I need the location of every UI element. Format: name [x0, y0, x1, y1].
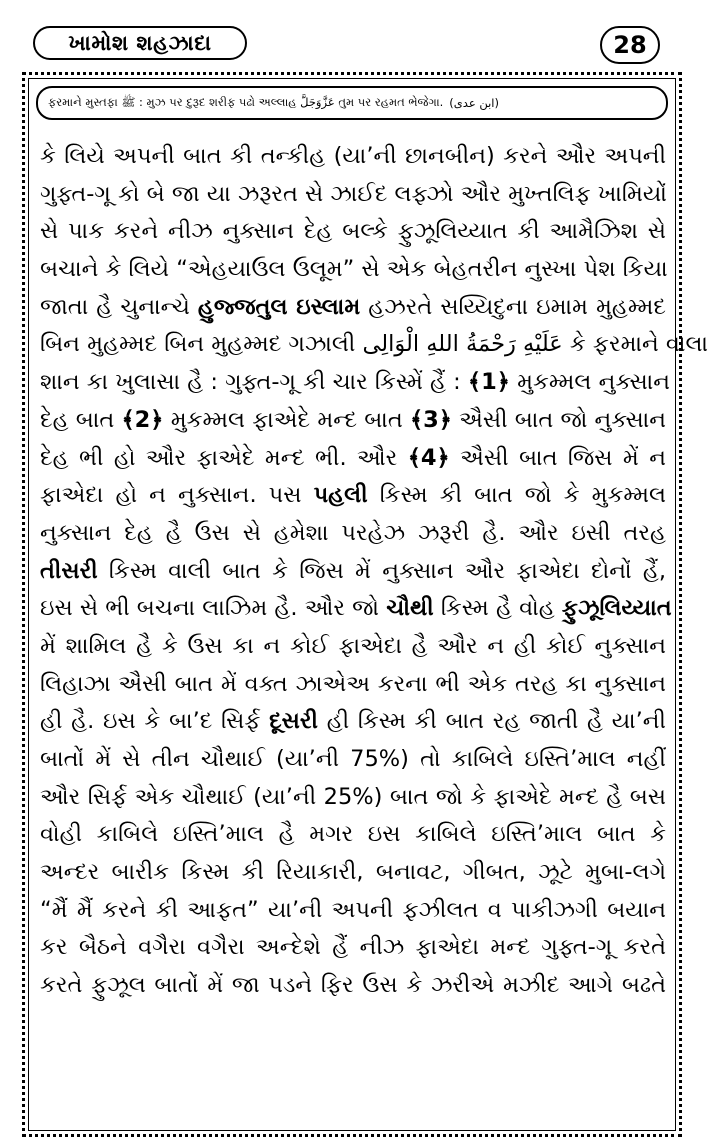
- text-line: [40, 628, 666, 666]
- text-line: [40, 251, 666, 289]
- hadith-banner: [36, 86, 668, 120]
- page-header: [0, 0, 704, 70]
- bold-term: ﴾3﴿: [409, 406, 452, 433]
- text-segment: શાન કા ખુલાસા હૈ : ગુફ્ત-ગૂ કી ચાર કિસ્મેં હૈં :: [40, 369, 468, 396]
- bold-term: તીસરી: [40, 557, 98, 584]
- text-line: [40, 138, 666, 176]
- text-segment: હી હૈ. ઇસ કે બા’દ સિર્ફ: [40, 708, 270, 735]
- text-segment: ઐસી બાત જો નુક્સાન: [451, 406, 666, 433]
- text-segment: ઔર સિર્ફ એક ચૌથાઈ (યા’ની 25%) બાત જો કે ફાએદે મન્દ હૈ બસ: [40, 783, 666, 810]
- text-segment: કે લિયે અપની બાત કી તન્કીહ (યા’ની છાનબીન) કરને ઔર અપની: [40, 143, 666, 169]
- text-line: [40, 779, 666, 817]
- text-line: [40, 440, 666, 478]
- text-segment: બિન મુહમ્મદ બિન મુહમ્મદ ગઝાલી عَلَيْهِ رَحْمَةُ اللهِ الْوَالِى કે ફરમાને વાલા: [40, 331, 708, 358]
- text-segment: કરતે ફુઝૂલ બાતોં મેં જા પડને ફિર ઉસ કે ઝરીએ મઝીદ આગે બઢતે: [40, 972, 666, 999]
- text-segment: મુકમ્મલ નુક્સાન: [509, 369, 671, 396]
- text-line: [40, 590, 672, 628]
- text-line: [40, 967, 666, 1005]
- text-line: [40, 364, 671, 402]
- text-segment: ગુફ્ત-ગૂ કો બે જા યા ઝરૂરત સે ઝાઈદ લફ્ઝો ઔર મુખ્તલિફ ખામિયોં: [40, 180, 667, 207]
- text-segment: હી કિસ્મ કી બાત રહ જાતી હૈ યા’ની: [317, 708, 666, 735]
- text-segment: ઇસ સે ભી બચના લાઝિમ હૈ. ઔર જો: [40, 595, 387, 622]
- text-line: [40, 816, 666, 854]
- text-line: [40, 289, 666, 327]
- book-title: ખામોશ શહઝાદા: [33, 26, 247, 60]
- bold-term: દૂસરી: [269, 708, 318, 735]
- text-line: [40, 515, 666, 553]
- text-segment: વોહી કાબિલે ઇસ્તિ’માલ હૈ મગર ઇસ કાબિલે ઇસ્તિ’માલ બાત કે: [40, 821, 666, 848]
- hadith-text: ફરમાને મુસ્તફા ﷺ : મુઝ પર દુરૂદ શરીફ પઢો અલ્લાહ عَزَّوَجَلَّ તુમ પર રહમત ભેજેગા.: [48, 94, 444, 109]
- text-segment: જાતા હૈ ચુનાન્ચે: [40, 293, 198, 320]
- text-segment: દેહ ભી હો ઔર ફાએદે મન્દ ભી. ઔર: [40, 444, 408, 471]
- text-segment: કર બૈઠને વગૈરા વગૈરા અન્દેશે હૈં નીઝ ફાએદા મન્દ ગુફ્ત-ગૂ કરતે: [40, 934, 666, 961]
- text-segment: લિહાઝા ઐસી બાત મેં વક્ત ઝાએઅ કરના ભી એક તરહ કા નુક્સાન: [40, 670, 666, 697]
- text-segment: કિસ્મ કી બાત જો કે મુકમ્મલ: [367, 482, 667, 509]
- text-segment: ફાએદા હો ન નુક્સાન. પસ: [40, 482, 314, 509]
- bold-term: ﴾2﴿: [121, 406, 164, 433]
- text-segment: કિસ્મ હૈ વોહ: [433, 595, 562, 622]
- text-line: [40, 892, 666, 930]
- bold-term: હુજ્જતુલ ઇસ્લામ: [197, 293, 361, 320]
- page-number: 28: [600, 26, 660, 64]
- text-line: [40, 176, 666, 214]
- text-line: [40, 553, 666, 591]
- text-segment: સે પાક કરને નીઝ નુક્સાન દેહ બલ્કે ફુઝૂલિય્યાત કી આમૈઝિશ સે: [40, 218, 666, 245]
- text-segment: બાતોં મેં સે તીન ચૌથાઈ (યા’ની 75%) તો કાબિલે ઇસ્તિ’માલ નહીં: [40, 746, 666, 772]
- text-line: [40, 402, 666, 440]
- text-line: [40, 477, 666, 515]
- text-segment: કિસ્મ વાલી બાત કે જિસ મેં નુક્સાન ઔર ફાએદા દોનોં હૈં,: [97, 557, 666, 584]
- text-segment: મેં શામિલ હૈ કે ઉસ કા ન કોઈ ફાએદા હૈ ઔર ન હી કોઈ નુક્સાન: [40, 632, 666, 659]
- text-line: [40, 213, 666, 251]
- bold-term: ﴾1﴿: [467, 369, 510, 396]
- text-segment: અન્દર બારીક કિસ્મ કી રિયાકારી, બનાવટ, ગીબત, ઝૂટે મુબા-લગે: [40, 859, 666, 886]
- text-segment: હઝરતે સય્યિદુના ઇમામ મુહમ્મદ: [360, 293, 666, 320]
- text-segment: નુક્સાન દેહ હૈ ઉસ સે હમેશા પરહેઝ ઝરૂરી હૈ. ઔર ઇસી તરહ: [40, 519, 666, 546]
- bold-term: પહલી: [313, 482, 368, 509]
- body-text: [40, 138, 708, 1005]
- text-segment: બચાને કે લિયે “એહયાઉલ ઉલૂમ” સે એક બેહતરીન નુસ્ખા પેશ કિયા: [40, 256, 668, 283]
- bold-term: ﴾4﴿: [407, 444, 450, 471]
- text-line: [40, 326, 708, 364]
- text-segment: “મૈં મૈં કરને કી આફત” યા’ની અપની ફઝીલત વ પાકીઝગી બયાન: [40, 896, 666, 923]
- hadith-source: (ابن عدی): [449, 96, 500, 110]
- text-line: [40, 854, 666, 892]
- text-segment: દેહ બાત: [40, 406, 122, 433]
- text-segment: ઐસી બાત જિસ મેં ન: [449, 444, 666, 471]
- text-segment: મુકમ્મલ ફાએદે મન્દ બાત: [163, 406, 410, 433]
- text-line: [40, 666, 666, 704]
- bold-term: ફુઝૂલિય્યાત: [561, 595, 672, 622]
- text-line: [40, 703, 666, 741]
- text-line: [40, 741, 666, 779]
- text-line: [40, 929, 666, 967]
- bold-term: ચૌથી: [386, 595, 434, 622]
